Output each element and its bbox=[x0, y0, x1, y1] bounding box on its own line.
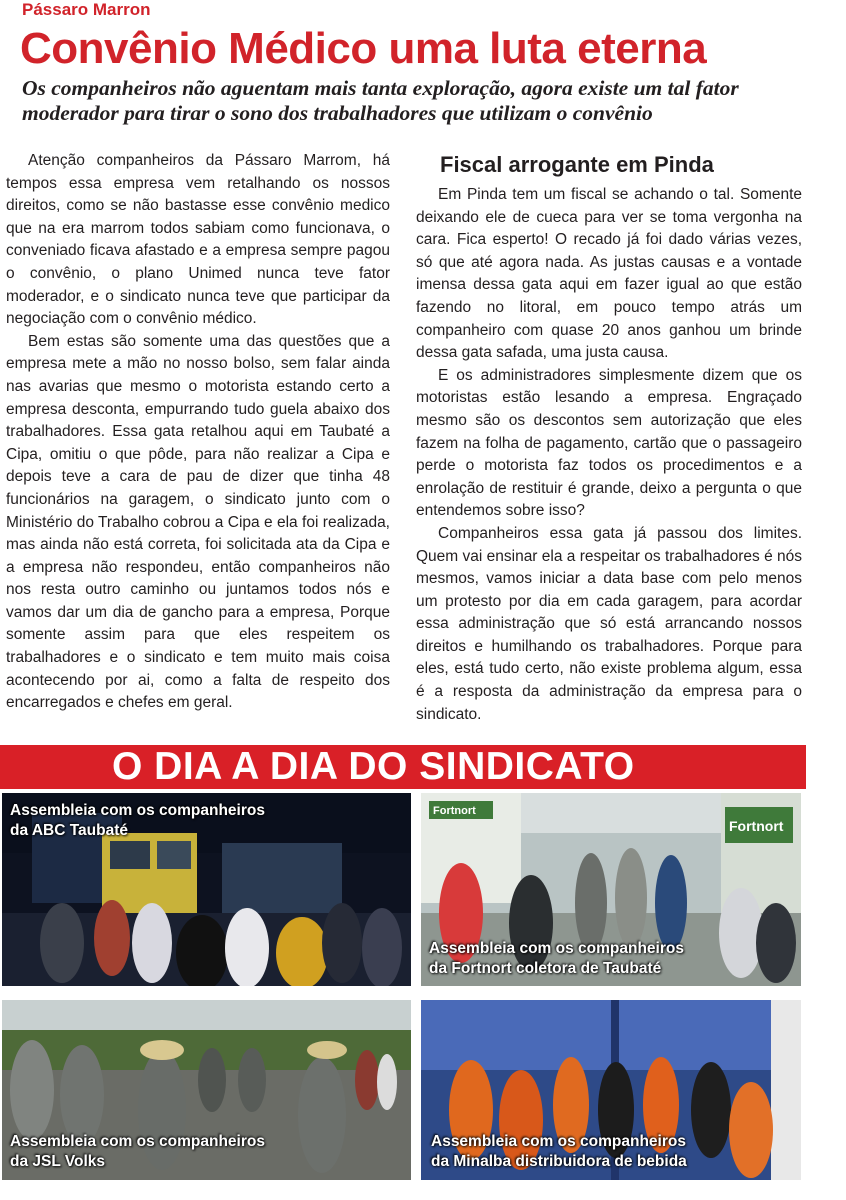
right-article-column bbox=[416, 152, 802, 726]
photo-jsl-volks bbox=[2, 1000, 411, 1180]
photo-jsl-caption bbox=[10, 1132, 265, 1172]
left-article-column bbox=[6, 150, 390, 715]
headline: Convênio Médico uma luta eterna bbox=[20, 24, 707, 73]
left-paragraph-2: Bem estas são somente uma das questões que a empresa mete a mão no nosso bolso, sem falar ainda nas avarias que mesmo o motorista estando certo a empresa desconta, empurrando tudo guela abaixo dos trabalhadores. Essa gata retalhou aqui em Taubaté a Cipa, omitiu o que pôde, para não realizar a Cipa e depois teve a cara de pau de dizer que tinha 48 funcionários na garagem, o sindicato junto com o Ministério do Trabalho cobrou a Cipa e ela foi realizada, mas ainda não está correta, foi solicitada ata da Cipa e a empresa não respondeu, então companheiros não nos resta outro caminho ou juntamos todos nós e vamos dar um dia de gancho para a empresa, Porque somente assim para que eles respeitem os trabalhadores e o sindicato e tem muito mais coisa acontecendo por ai, como a falta de respeito dos encarregados e chefes em geral. bbox=[6, 332, 390, 712]
photo-minalba bbox=[421, 1000, 801, 1180]
photo-minalba-caption bbox=[431, 1132, 687, 1172]
left-paragraph-1: Atenção companheiros da Pássaro Marrom, há tempos essa empresa vem retalhando os nossos direitos, como se não bastasse esse convênio medico que na era marrom todos sabiam como funcionava, o conveniado ficava afastado e a empresa sempre pagou o convênio, o plano Unimed nunca teve fator moderador, e o sindicato nunca teve que participar da negociação com o convênio médico. bbox=[6, 152, 390, 328]
photo-fortnort bbox=[421, 793, 801, 986]
photo-abc-caption-line1: Assembleia com os companheiros bbox=[10, 802, 265, 819]
sign-text-left: Fortnort bbox=[433, 805, 476, 817]
banner-title: O DIA A DIA DO SINDICATO bbox=[112, 745, 635, 788]
photo-fortnort-caption bbox=[429, 939, 684, 979]
right-paragraph-2: E os administradores simplesmente dizem que os motoristas estão lesando a empresa. Engraçado mesmo são os descontos sem autorização que eles fazem na folha de pagamento, cartão que o passageiro perde o motorista faz todos os procedimentos e a enrolação de restituir é grande, deixo a pergunta o que entendemos sobre isso? bbox=[416, 366, 802, 520]
photo-fortnort-caption-line1: Assembleia com os companheiros bbox=[429, 940, 684, 957]
section-banner bbox=[0, 745, 806, 789]
photo-jsl-caption-line1: Assembleia com os companheiros bbox=[10, 1133, 265, 1150]
section-tag: Pássaro Marron bbox=[22, 0, 151, 19]
photo-fortnort-caption-line2: da Fortnort coletora de Taubaté bbox=[429, 960, 662, 977]
photo-minalba-caption-line2: da Minalba distribuidora de bebida bbox=[431, 1153, 687, 1170]
photo-abc-taubate bbox=[2, 793, 411, 986]
right-paragraph-3: Companheiros essa gata já passou dos limites. Quem vai ensinar ela a respeitar os trabalhadores é nós mesmos, vamos iniciar a data base com pelo menos um protesto por dia em cada garagem, para acordar essa administração que só está arrancando nossos direitos e humilhando os trabalhadores. Porque para eles, está tudo certo, não existe problema algum, essa é a resposta da administração da empresa para o sindicato. bbox=[416, 524, 802, 723]
photo-jsl-caption-line2: da JSL Volks bbox=[10, 1153, 106, 1170]
photo-abc-caption bbox=[10, 801, 265, 841]
photo-abc-caption-line2: da ABC Taubaté bbox=[10, 822, 128, 839]
sign-text-right: Fortnort bbox=[729, 818, 784, 834]
photo-minalba-caption-line1: Assembleia com os companheiros bbox=[431, 1133, 686, 1150]
right-column-heading: Fiscal arrogante em Pinda bbox=[440, 152, 714, 177]
subheadline: Os companheiros não aguentam mais tanta exploração, agora existe um tal fator moderador para tirar o sono dos trabalhadores que utilizam o convênio bbox=[22, 76, 739, 125]
right-paragraph-1: Em Pinda tem um fiscal se achando o tal. Somente deixando ele de cueca para ver se toma vergonha na cara. Fica esperto! O recado já foi dado várias vezes, só que até agora nada. As justas causas e a vontade imensa dessa gata aqui em fazer igual ao que estão fazendo no litoral, em pouco tempo atrás um companheiro com quase 20 anos ganhou um brinde dessa gata safada, uma justa causa. bbox=[416, 186, 802, 362]
